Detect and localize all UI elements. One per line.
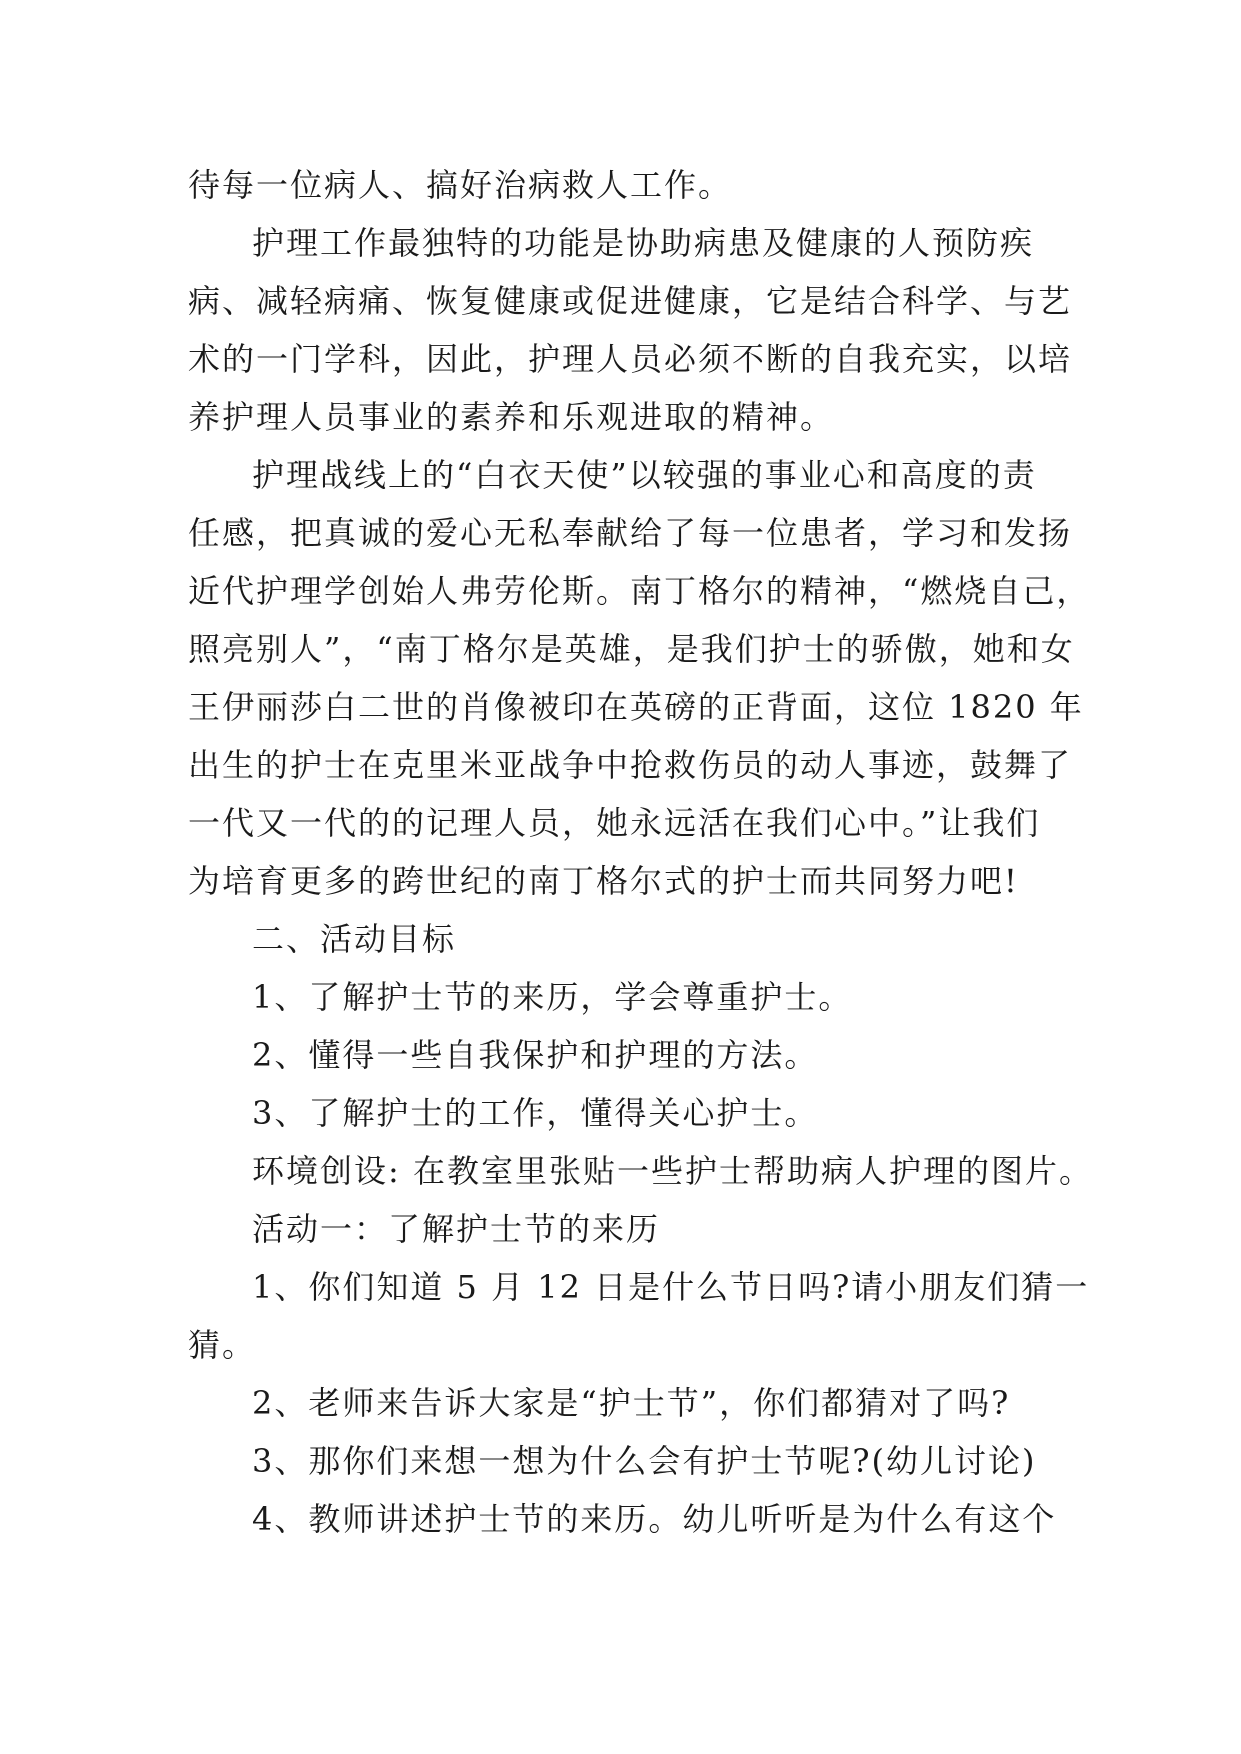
text-line: 病、减轻病痛、恢复健康或促进健康，它是结合科学、与艺 xyxy=(188,282,1073,320)
text-line: 环境创设: 在教室里张贴一些护士帮助病人护理的图片。 xyxy=(252,1152,1093,1190)
list-item: 2、懂得一些自我保护和护理的方法。 xyxy=(252,1036,819,1074)
list-item: 3、那你们来想一想为什么会有护士节呢?(幼儿讨论) xyxy=(252,1442,1037,1480)
list-item: 3、了解护士的工作，懂得关心护士。 xyxy=(252,1094,819,1132)
list-item: 4、教师讲述护士节的来历。幼儿听听是为什么有这个 xyxy=(252,1500,1057,1538)
list-item: 2、老师来告诉大家是“护士节”，你们都猜对了吗? xyxy=(252,1384,1011,1422)
text-line: 王伊丽莎白二世的肖像被印在英磅的正背面，这位 1820 年 xyxy=(188,688,1084,726)
text-line: 养护理人员事业的素养和乐观进取的精神。 xyxy=(188,398,835,436)
text-line: 护理战线上的“白衣天使”以较强的事业心和高度的责 xyxy=(252,456,1037,494)
text-line: 待每一位病人、搞好治病救人工作。 xyxy=(188,166,733,204)
text-line: 猜。 xyxy=(188,1326,257,1364)
text-line: 一代又一代的的记理人员，她永远活在我们心中。”让我们 xyxy=(188,804,1041,842)
section-heading: 活动一：了解护士节的来历 xyxy=(252,1210,661,1248)
text-line: 近代护理学创始人弗劳伦斯。南丁格尔的精神，“燃烧自己， xyxy=(188,572,1091,610)
section-heading: 二、活动目标 xyxy=(252,920,457,958)
text-line: 为培育更多的跨世纪的南丁格尔式的护士而共同努力吧! xyxy=(188,862,1019,900)
text-line: 护理工作最独特的功能是协助病患及健康的人预防疾 xyxy=(252,224,1035,262)
text-line: 照亮别人”，“南丁格尔是英雄，是我们护士的骄傲，她和女 xyxy=(188,630,1075,668)
text-line: 术的一门学科，因此，护理人员必须不断的自我充实，以培 xyxy=(188,340,1073,378)
list-item: 1、你们知道 5 月 12 日是什么节日吗?请小朋友们猜一 xyxy=(252,1268,1090,1306)
text-line: 出生的护士在克里米亚战争中抢救伤员的动人事迹，鼓舞了 xyxy=(188,746,1073,784)
text-line: 任感，把真诚的爱心无私奉献给了每一位患者，学习和发扬 xyxy=(188,514,1073,552)
list-item: 1、了解护士节的来历，学会尊重护士。 xyxy=(252,978,853,1016)
document-body xyxy=(188,156,1093,1548)
